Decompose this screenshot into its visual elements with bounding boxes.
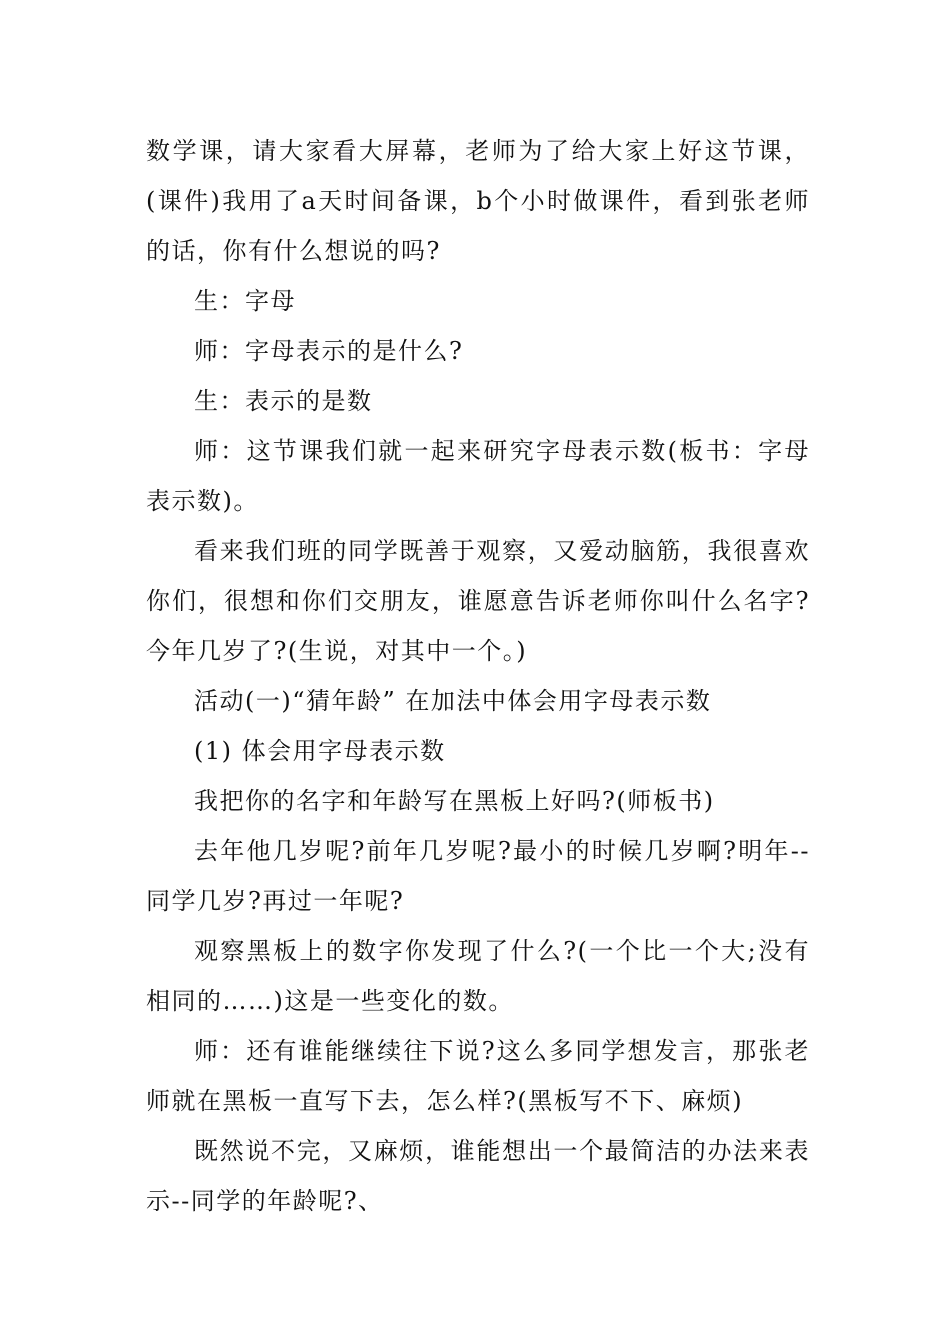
paragraph-simplest-method: 既然说不完，又麻烦，谁能想出一个最简洁的办法来表示--同学的年龄呢?、 [146,1137,810,1215]
document-body [146,126,810,1226]
paragraph-intro: 数学课，请大家看大屏幕，老师为了给大家上好这节课，(课件)我用了a天时间备课，b个小时做课件，看到张老师的话，你有什么想说的吗? [146,137,810,265]
paragraph-observation: 观察黑板上的数字你发现了什么?(一个比一个大;没有相同的……)这是一些变化的数。 [146,937,810,1015]
paragraph-teacher-question-1: 师：字母表示的是什么? [194,337,464,365]
paragraph-student-reply-2: 生：表示的是数 [194,387,373,415]
paragraph-age-questions: 去年他几岁呢?前年几岁呢?最小的时候几岁啊?明年--同学几岁?再过一年呢? [146,837,810,915]
paragraph-teacher-continue: 师：还有谁能继续往下说?这么多同学想发言，那张老师就在黑板一直写下去，怎么样?(黑板写不下、麻烦) [146,1037,810,1115]
paragraph-activity-subtitle: (1) 体会用字母表示数 [194,737,446,765]
paragraph-board-writing: 我把你的名字和年龄写在黑板上好吗?(师板书) [194,787,715,815]
paragraph-teacher-ask-name: 看来我们班的同学既善于观察，又爱动脑筋，我很喜欢你们，很想和你们交朋友，谁愿意告诉老师你叫什么名字?今年几岁了?(生说，对其中一个。) [146,537,810,665]
paragraph-student-reply-1: 生：字母 [194,287,296,315]
paragraph-activity-title: 活动(一)“猜年龄” 在加法中体会用字母表示数 [194,687,712,715]
paragraph-teacher-topic: 师：这节课我们就一起来研究字母表示数(板书：字母表示数)。 [146,437,810,515]
